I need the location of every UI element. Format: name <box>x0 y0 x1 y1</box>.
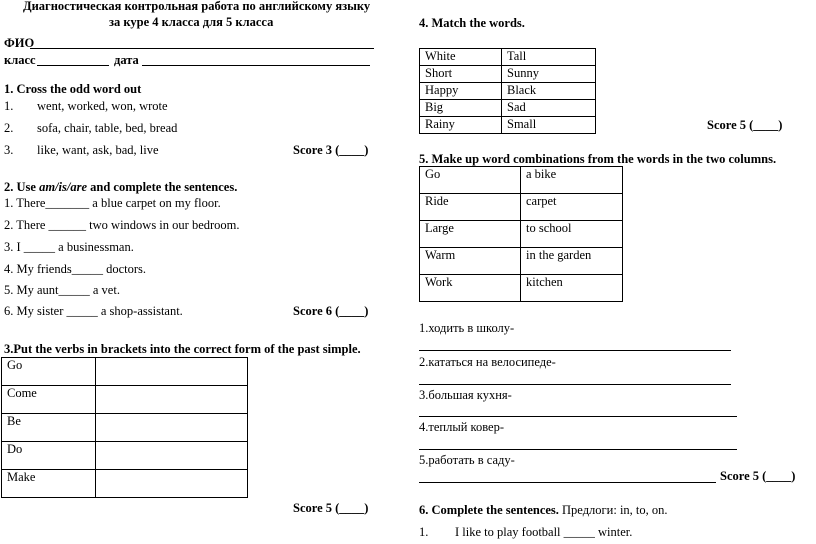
phrase-label: 1.ходить в школу- <box>419 321 515 335</box>
column-a-cell: Work <box>420 275 521 302</box>
match-left-cell: White <box>420 49 502 66</box>
task2-sentence: 6. My sister _____ a shop-assistant. <box>4 304 183 318</box>
task2-title-post: and complete the sentences. <box>87 180 238 194</box>
answer-cell[interactable] <box>96 470 248 498</box>
task6-item-text: I like to play football _____ winter. <box>455 525 633 539</box>
phrase-label: 4.теплый ковер- <box>419 420 505 434</box>
column-b-cell: to school <box>521 221 623 248</box>
task5-score: Score 5 (____) <box>720 469 796 483</box>
answer-line[interactable] <box>419 350 731 351</box>
class-line <box>37 65 109 66</box>
fio-line <box>30 48 374 49</box>
column-a-cell: Warm <box>420 248 521 275</box>
verb-cell: Be <box>2 414 96 442</box>
task2-sentence: 3. I _____ a businessman. <box>4 240 134 254</box>
answer-line[interactable] <box>419 384 731 385</box>
match-left-cell: Big <box>420 100 502 117</box>
task1-item-num: 3. <box>4 143 14 157</box>
verb-cell: Make <box>2 470 96 498</box>
verb-cell: Do <box>2 442 96 470</box>
task1-title: 1. Cross the odd word out <box>4 82 142 96</box>
task1-item-text: like, want, ask, bad, live <box>37 143 159 157</box>
task1-item-text: went, worked, won, wrote <box>37 99 168 113</box>
task2-sentence: 2. There ______ two windows in our bedroom. <box>4 218 240 232</box>
verb-cell: Go <box>2 358 96 386</box>
column-a-cell: Ride <box>420 194 521 221</box>
phrase-label: 3.большая кухня- <box>419 388 512 402</box>
answer-line[interactable] <box>419 416 737 417</box>
task4-match-table <box>419 48 596 134</box>
task3-title: 3.Put the verbs in brackets into the correct form of the past simple. <box>4 342 361 356</box>
column-b-cell: a bike <box>521 167 623 194</box>
task1-item-text: sofa, chair, table, bed, bread <box>37 121 178 135</box>
task1-score: Score 3 (____) <box>293 143 369 157</box>
column-a-cell: Go <box>420 167 521 194</box>
date-line <box>142 65 370 66</box>
task2-sentence: 5. My aunt_____ a vet. <box>4 283 120 297</box>
answer-cell[interactable] <box>96 386 248 414</box>
title-line-1: Диагностическая контрольная работа по английскому языку <box>23 0 371 13</box>
match-left-cell: Short <box>420 66 502 83</box>
match-right-cell: Tall <box>502 49 596 66</box>
task4-score: Score 5 (____) <box>707 118 783 132</box>
verb-cell: Come <box>2 386 96 414</box>
match-right-cell: Sad <box>502 100 596 117</box>
task2-sentence: 1. There_______ a blue carpet on my floor. <box>4 196 221 210</box>
task2-sentence: 4. My friends_____ doctors. <box>4 262 146 276</box>
fio-label: ФИО <box>4 36 35 50</box>
task2-title-verbs: am/is/are <box>39 180 87 194</box>
task3-verb-table <box>1 357 248 498</box>
task6-title-bold: 6. Complete the sentences. <box>419 503 559 517</box>
answer-line[interactable] <box>419 449 737 450</box>
date-label: дата <box>114 53 139 67</box>
column-b-cell: in the garden <box>521 248 623 275</box>
phrase-label: 2.кататься на велосипеде- <box>419 355 556 369</box>
answer-cell[interactable] <box>96 358 248 386</box>
match-left-cell: Happy <box>420 83 502 100</box>
answer-cell[interactable] <box>96 442 248 470</box>
match-right-cell: Black <box>502 83 596 100</box>
answer-line[interactable] <box>419 482 716 483</box>
answer-cell[interactable] <box>96 414 248 442</box>
task5-columns-table <box>419 166 623 302</box>
match-right-cell: Sunny <box>502 66 596 83</box>
column-b-cell: carpet <box>521 194 623 221</box>
task2-title-pre: 2. Use <box>4 180 40 194</box>
column-b-cell: kitchen <box>521 275 623 302</box>
task3-score: Score 5 (____) <box>293 501 369 515</box>
class-label: класс <box>4 53 36 67</box>
task6-title <box>419 503 668 518</box>
task1-item-num: 2. <box>4 121 14 135</box>
task2-score: Score 6 (____) <box>293 304 369 318</box>
task1-item-num: 1. <box>4 99 14 113</box>
match-left-cell: Rainy <box>420 117 502 134</box>
title-line-2: за куре 4 класса для 5 класса <box>109 15 274 29</box>
column-a-cell: Large <box>420 221 521 248</box>
task6-prepositions: Предлоги: in, to, on. <box>558 503 668 517</box>
match-right-cell: Small <box>502 117 596 134</box>
task5-title: 5. Make up word combinations from the words in the two columns. <box>419 152 777 166</box>
task6-item-num: 1. <box>419 525 429 539</box>
task4-title: 4. Match the words. <box>419 16 525 30</box>
task2-title <box>4 180 237 195</box>
phrase-label: 5.работать в саду- <box>419 453 515 467</box>
